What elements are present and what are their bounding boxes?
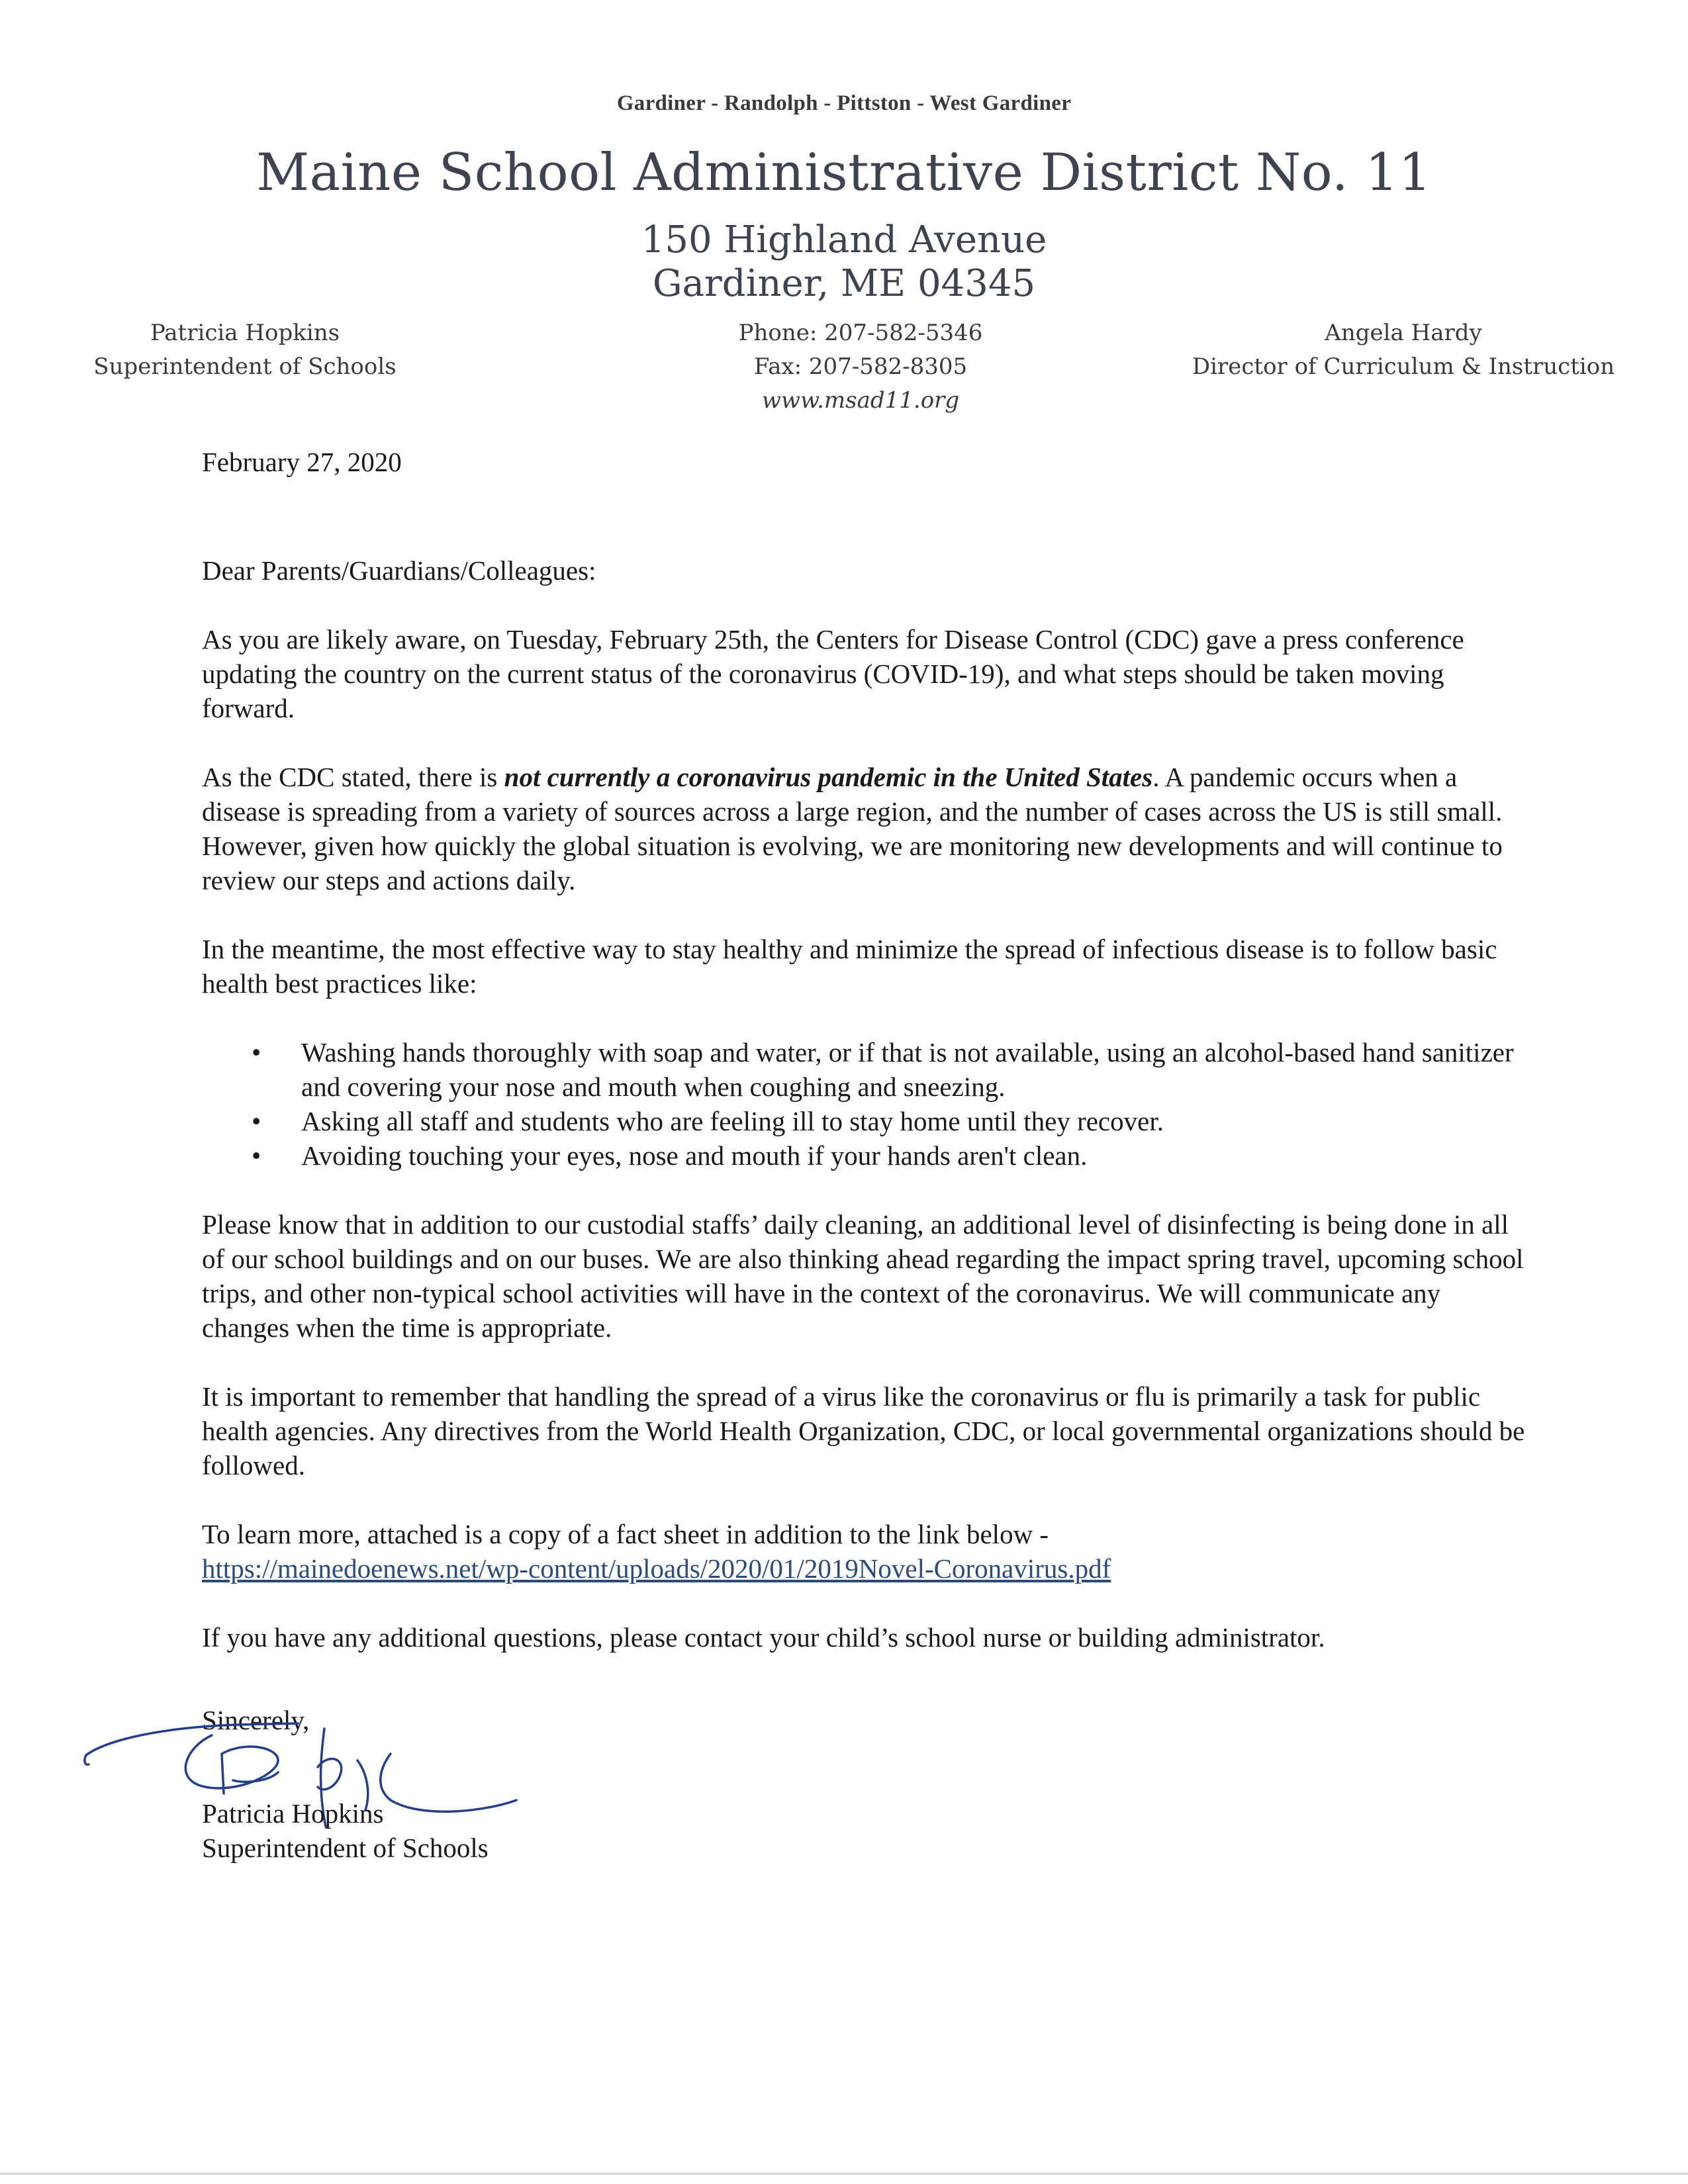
salutation: Dear Parents/Guardians/Colleagues:	[202, 555, 596, 586]
fact-sheet-link[interactable]: https://mainedoenews.net/wp-content/uploads/2020/01/2019Novel-Coronavirus.pdf	[202, 1553, 1111, 1584]
list-item-text: Washing hands thoroughly with soap and water, or if that is not available, using an alcohol-based hand sanitizer and covering your nose and mouth when coughing and sneezing.	[301, 1037, 1514, 1102]
phone-number: Phone: 207-582-5346	[738, 320, 983, 346]
paragraph-pandemic-emphasis: not currently a coronavirus pandemic in the United States	[504, 762, 1153, 792]
list-item	[202, 1138, 1526, 1173]
paragraph-best-practices: In the meantime, the most effective way to stay healthy and minimize the spread of infectious disease is to follow basic health best practices like:	[202, 934, 1497, 999]
paragraph-public-health: It is important to remember that handling the spread of a virus like the coronavirus or flu is primarily a task for public health agencies. Any directives from the World Health Organization, CDC, or local governmental organizations should be followed.	[202, 1381, 1525, 1480]
bullet-icon: •	[252, 1037, 261, 1068]
fax-number: Fax: 207-582-8305	[753, 353, 968, 380]
letter-date: February 27, 2020	[202, 447, 402, 477]
paragraph-learn-more	[202, 1517, 1526, 1586]
bullet-icon: •	[252, 1106, 261, 1136]
district-address	[0, 218, 1688, 306]
paragraph-cdc-press: As you are likely aware, on Tuesday, February 25th, the Centers for Disease Control (CDC) gave a press conference updating the country on the current status of the coronavirus (COVID-19), and what steps should be taken moving forward.	[202, 624, 1464, 723]
list-item	[202, 1104, 1526, 1138]
address-city: Gardiner, ME 04345	[652, 262, 1036, 306]
list-item-text: Avoiding touching your eyes, nose and mouth if your hands aren't clean.	[301, 1140, 1088, 1171]
superintendent-title: Superintendent of Schools	[93, 353, 397, 380]
signoff: Sincerely,	[202, 1705, 310, 1735]
scan-edge-divider	[0, 2173, 1688, 2175]
letter-body	[202, 445, 1526, 1689]
paragraph-pandemic	[202, 760, 1526, 897]
list-item-text: Asking all staff and students who are feeling ill to stay home until they recover.	[301, 1106, 1164, 1136]
contact-block	[645, 316, 1076, 418]
address-street: 150 Highland Avenue	[641, 218, 1047, 261]
best-practices-list	[202, 1035, 1526, 1173]
superintendent-block	[46, 316, 444, 384]
director-title: Director of Curriculum & Instruction	[1192, 353, 1615, 380]
town-list: Gardiner - Randolph - Pittston - West Gardiner	[616, 91, 1072, 115]
paragraph-disinfecting: Please know that in addition to our custodial staffs’ daily cleaning, an additional level of disinfecting is being done in all of our school buildings and on our buses. We are also thinking ahead regarding the impact spring travel, upcoming school trips, and other non-typical school activities will have in the context of the coronavirus. We will communicate any changes when the time is appropriate.	[202, 1209, 1524, 1343]
learn-more-text: To learn more, attached is a copy of a fact sheet in addition to the link below -	[202, 1519, 1049, 1549]
list-item	[202, 1035, 1526, 1104]
signer-block	[202, 1796, 489, 1865]
signer-name: Patricia Hopkins	[202, 1798, 384, 1829]
website: www.msad11.org	[761, 387, 960, 414]
director-block	[1165, 316, 1642, 384]
paragraph-pandemic-end: . A pandemic occurs when a disease is spreading from a variety of sources across a large region, and the number of cases across the US is still small. However, given how quickly the global situation is evolving, we are monitoring new developments and will continue to review our steps and actions daily.	[202, 762, 1503, 895]
superintendent-name: Patricia Hopkins	[150, 320, 340, 346]
paragraph-contact: If you have any additional questions, please contact your child’s school nurse or building administrator.	[202, 1622, 1325, 1653]
director-name: Angela Hardy	[1325, 320, 1482, 346]
district-name: Maine School Administrative District No. 11	[256, 143, 1432, 203]
bullet-icon: •	[252, 1140, 261, 1171]
signer-title: Superintendent of Schools	[202, 1833, 489, 1863]
paragraph-pandemic-start: As the CDC stated, there is	[202, 762, 504, 792]
